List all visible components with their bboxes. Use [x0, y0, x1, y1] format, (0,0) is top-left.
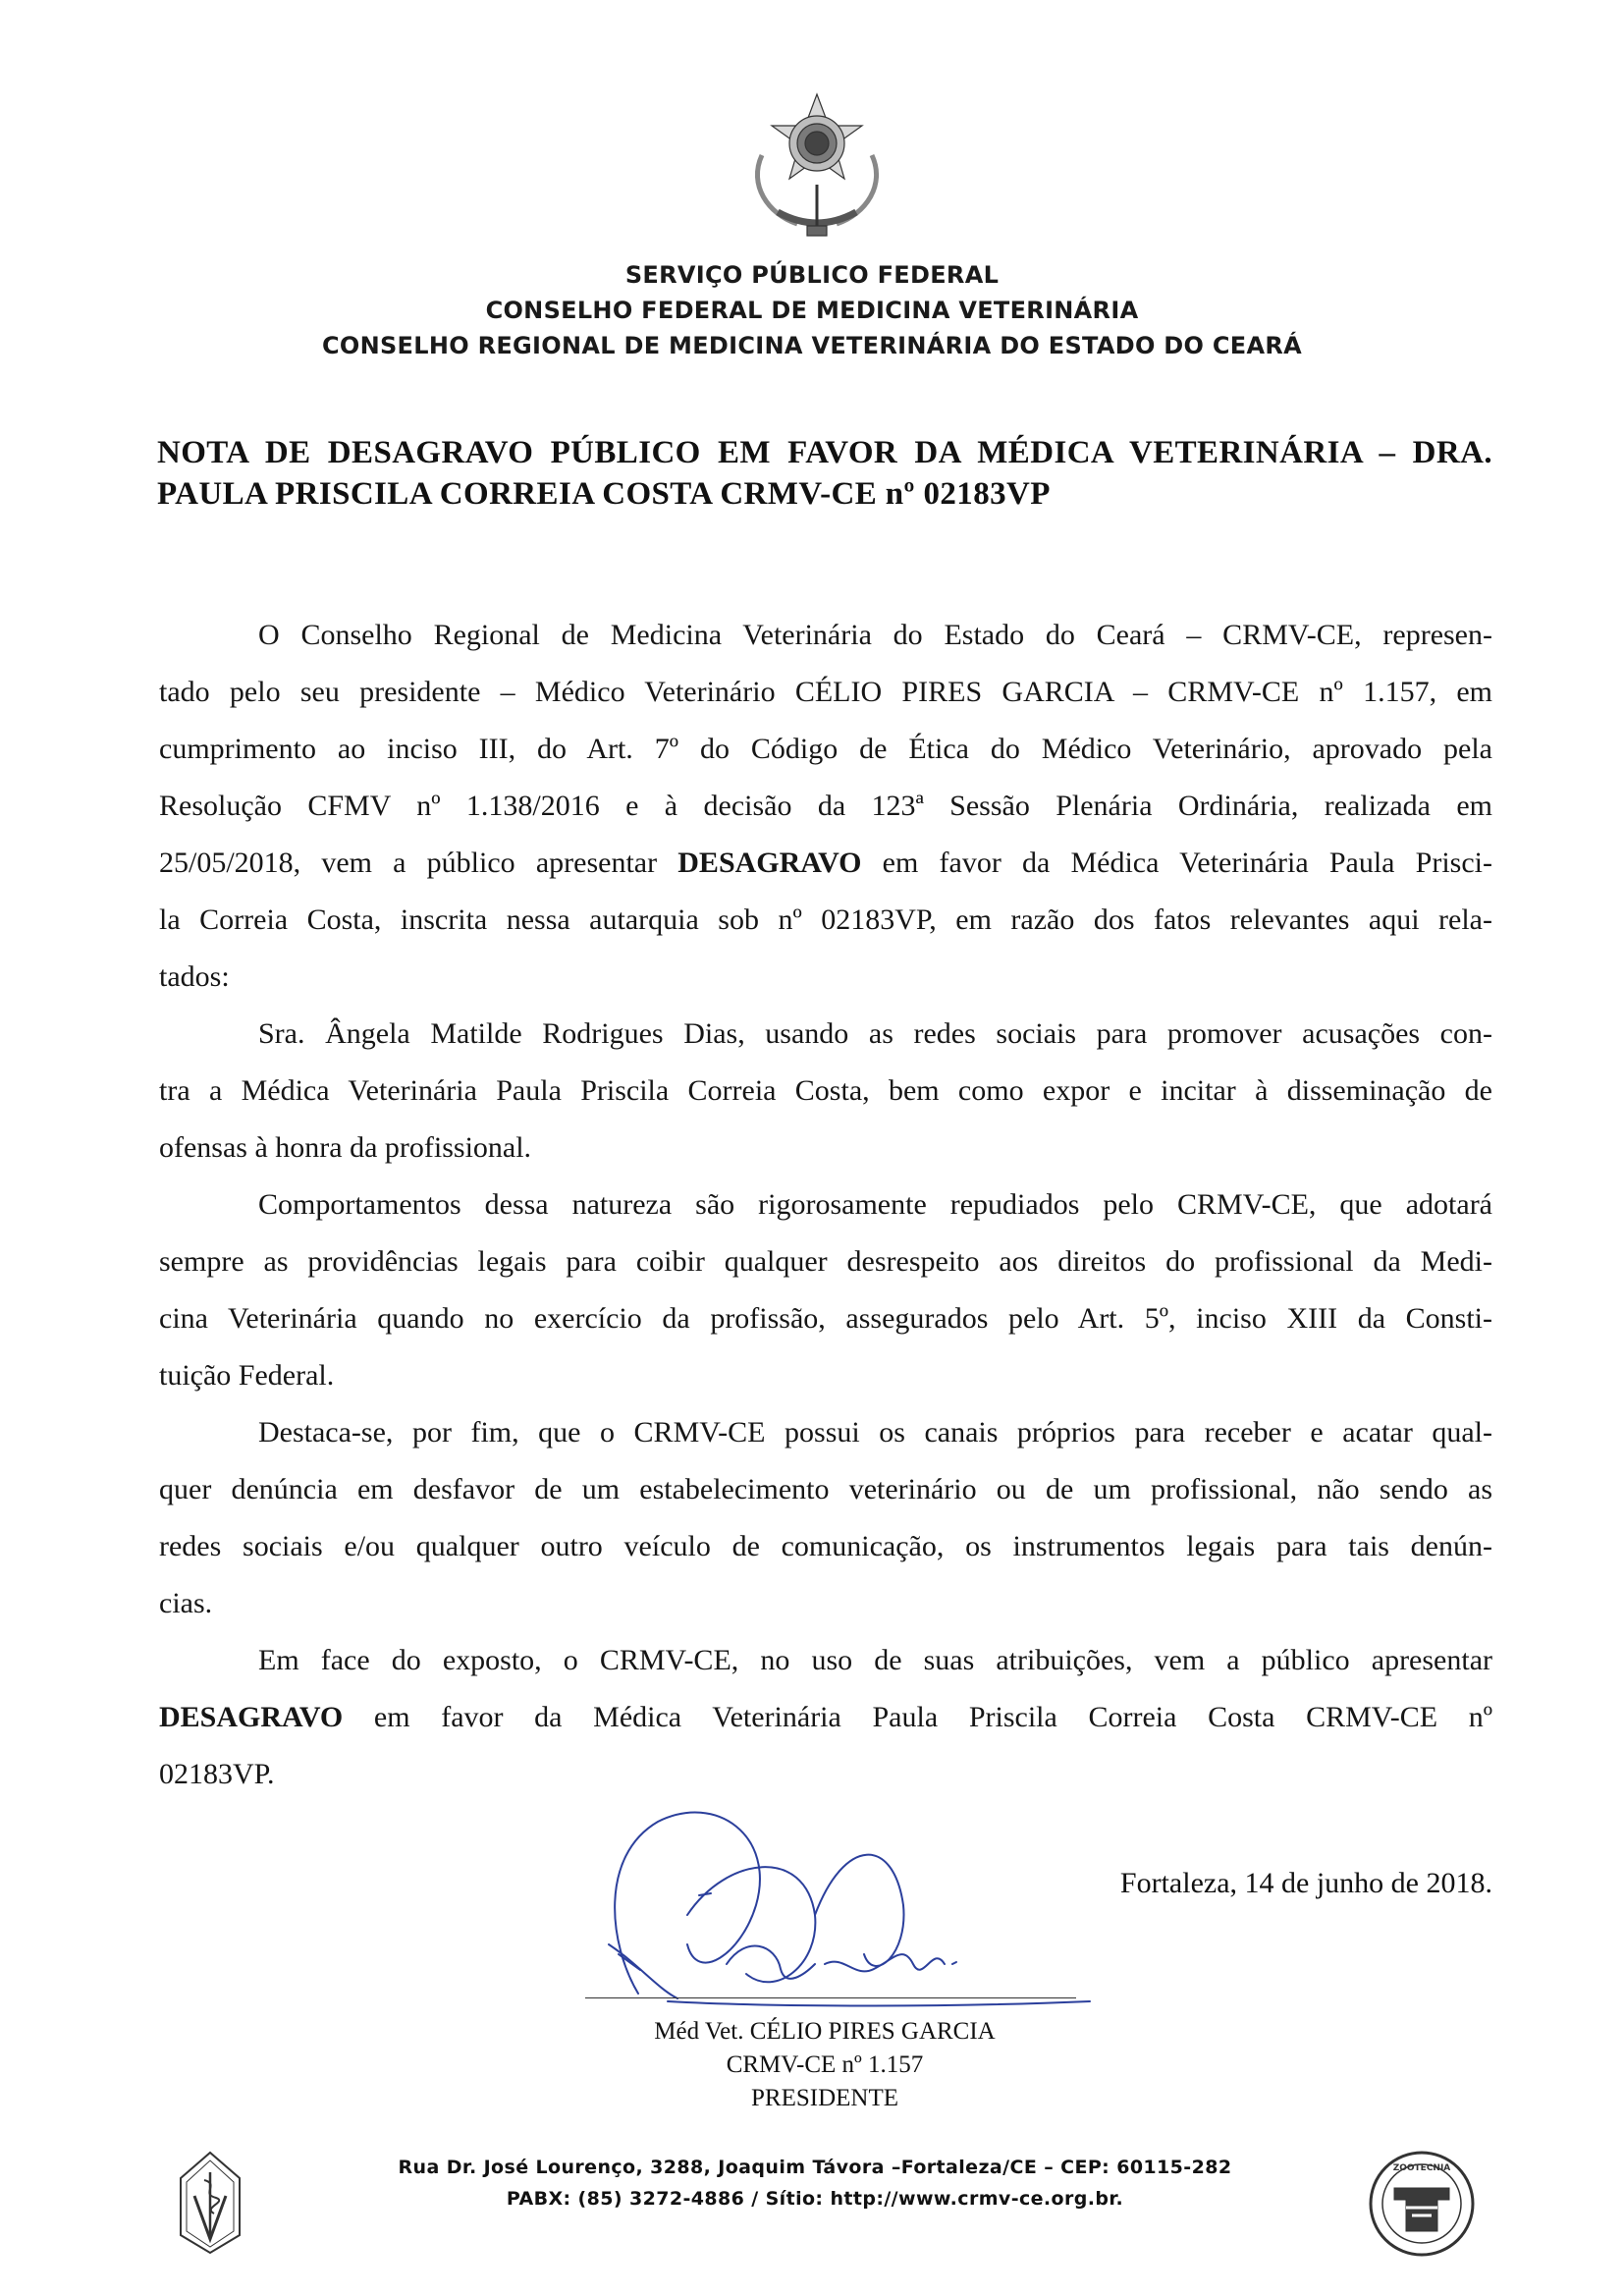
- signer-role: PRESIDENTE: [751, 2085, 898, 2111]
- body-line: tra a Médica Veterinária Paula Priscila Correia Costa, bem como expor e incitar à disseminação de: [159, 1074, 1492, 1107]
- body-text: 25/05/2018, vem a público apresentar: [159, 847, 678, 879]
- paragraph-5: [159, 1632, 1492, 1803]
- body-line: tado pelo seu presidente – Médico Veterinário CÉLIO PIRES GARCIA – CRMV-CE nº 1.157, em: [159, 676, 1492, 708]
- body-line: 02183VP.: [159, 1758, 275, 1790]
- zootecnia-seal-icon: [1367, 2149, 1477, 2259]
- paragraph-3: [159, 1176, 1492, 1404]
- document-body: [159, 607, 1492, 1803]
- body-line: sempre as providências legais para coibir qualquer desrespeito aos direitos do profissional da Medi-: [159, 1245, 1492, 1278]
- body-line: quer denúncia em desfavor de um estabelecimento veterinário ou de um profissional, não sendo as: [159, 1473, 1492, 1505]
- body-text: em favor da Médica Veterinária Paula Priscila Correia Costa CRMV-CE nº: [343, 1701, 1492, 1733]
- zootecnia-seal-text: ZOOTECNIA: [1392, 2163, 1451, 2173]
- body-line: cias.: [159, 1587, 213, 1619]
- body-line: tuição Federal.: [159, 1359, 335, 1392]
- desagravo-emphasis: DESAGRAVO: [159, 1701, 344, 1733]
- footer-address: Rua Dr. José Lourenço, 3288, Joaquim Távora –Fortaleza/CE – CEP: 60115-282: [398, 2157, 1232, 2178]
- body-line: ofensas à honra da profissional.: [159, 1131, 532, 1164]
- body-line: tados:: [159, 960, 230, 993]
- body-line: O Conselho Regional de Medicina Veterinária do Estado do Ceará – CRMV-CE, represen-: [258, 619, 1492, 651]
- signature-line: [585, 1997, 1076, 1998]
- body-line: Resolução CFMV nº 1.138/2016 e à decisão da 123ª Sessão Plenária Ordinária, realizada em: [159, 790, 1492, 822]
- body-line: Destaca-se, por fim, que o CRMV-CE possui os canais próprios para receber e acatar qual-: [258, 1416, 1492, 1449]
- signer-name: Méd Vet. CÉLIO PIRES GARCIA: [654, 2018, 996, 2045]
- body-line: [159, 835, 1492, 892]
- body-line: cumprimento ao inciso III, do Art. 7º do Código de Ética do Médico Veterinário, aprovado pela: [159, 733, 1492, 765]
- header-service: SERVIÇO PÚBLICO FEDERAL: [624, 261, 1000, 289]
- paragraph-1: [159, 607, 1492, 1006]
- header-federal-council: CONSELHO FEDERAL DE MEDICINA VETERINÁRIA: [485, 297, 1139, 324]
- signer-block: [589, 2015, 1060, 2115]
- header-regional-council: CONSELHO REGIONAL DE MEDICINA VETERINÁRIA DO ESTADO DO CEARÁ: [321, 332, 1303, 359]
- body-line: [159, 1689, 1492, 1746]
- title-line-1: NOTA DE DESAGRAVO PÚBLICO EM FAVOR DA MÉDICA VETERINÁRIA – DRA.: [157, 435, 1492, 470]
- body-line: redes sociais e/ou qualquer outro veículo de comunicação, os instrumentos legais para tais denún-: [159, 1530, 1492, 1562]
- body-line: Sra. Ângela Matilde Rodrigues Dias, usando as redes sociais para promover acusações con-: [258, 1017, 1492, 1050]
- body-line: cina Veterinária quando no exercício da profissão, assegurados pelo Art. 5º, inciso XIII da Consti-: [159, 1302, 1492, 1335]
- paragraph-4: [159, 1404, 1492, 1632]
- handwritten-signature: [579, 1797, 1129, 2023]
- body-line: la Correia Costa, inscrita nessa autarquia sob nº 02183VP, em razão dos fatos relevantes aqui rela-: [159, 903, 1492, 936]
- date-line: Fortaleza, 14 de junho de 2018.: [1119, 1867, 1492, 1899]
- veterinary-symbol-icon: [175, 2149, 245, 2257]
- footer-contact: PABX: (85) 3272-4886 / Sítio: http://www.crmv-ce.org.br.: [506, 2188, 1124, 2210]
- title-line-2: PAULA PRISCILA CORREIA COSTA CRMV-CE nº 02183VP: [157, 476, 1051, 512]
- body-line: Em face do exposto, o CRMV-CE, no uso de suas atribuições, vem a público apresentar: [258, 1644, 1492, 1676]
- paragraph-2: [159, 1006, 1492, 1176]
- signer-registry: CRMV-CE nº 1.157: [726, 2051, 924, 2078]
- document-title: [157, 432, 1492, 515]
- brazil-coat-of-arms-icon: [738, 86, 895, 244]
- desagravo-emphasis: DESAGRAVO: [677, 847, 862, 879]
- body-line: Comportamentos dessa natureza são rigorosamente repudiados pelo CRMV-CE, que adotará: [258, 1188, 1492, 1221]
- body-text: em favor da Médica Veterinária Paula Prisci-: [861, 847, 1492, 879]
